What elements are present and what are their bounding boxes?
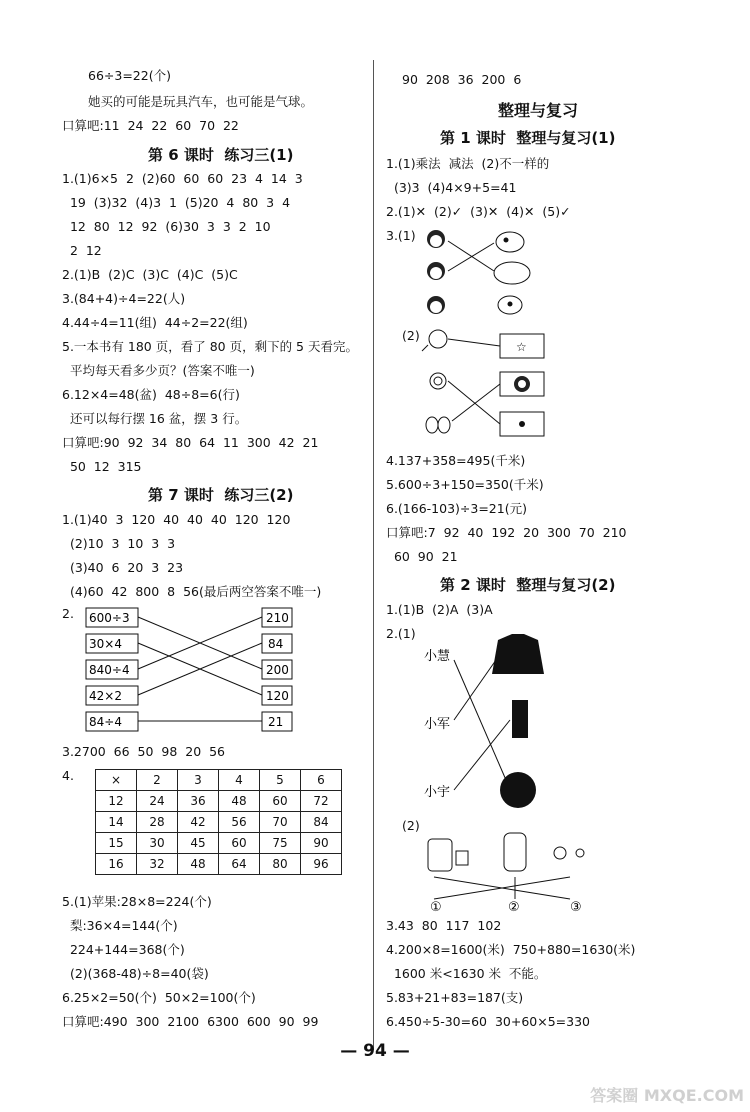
thermos-icon — [504, 833, 526, 871]
cup-icon — [456, 851, 468, 865]
lesson7-title: 第 7 课时 练习三(2) — [148, 486, 294, 504]
kettle-icon — [428, 839, 452, 871]
match-lines — [448, 339, 500, 424]
text-line: 平均每天看多少页？(答案不唯一) — [62, 363, 255, 378]
text-line: 1.(1)乘法 减法 (2)不一样的 — [386, 156, 550, 171]
text-line: (3)40 6 20 3 23 — [62, 560, 184, 575]
text-line: 2.(1)B (2)C (3)C (4)C (5)C — [62, 267, 238, 282]
text-line: (2)(368-48)÷8=40(袋) — [62, 966, 209, 981]
jacket-icon — [512, 700, 528, 738]
text-line: 口算吧:11 24 22 60 70 22 — [62, 118, 239, 133]
pig-icon — [494, 262, 530, 284]
text-line: 还可以每行摆 16 盆，摆 3 行。 — [62, 411, 248, 426]
match-left-label: 84÷4 — [89, 715, 122, 729]
match-lines — [138, 617, 262, 721]
text-line: 1600 米<1630 米 不能。 — [386, 966, 547, 981]
text-line: 2.(1) — [386, 626, 416, 641]
person-label: 小军 — [424, 717, 451, 732]
text-line: 3.(1) — [386, 228, 416, 243]
lid-icon — [554, 847, 566, 859]
person-label: 小慧 — [424, 649, 451, 664]
question-number: 4. — [62, 768, 74, 783]
clothes-matching-figure — [420, 630, 560, 825]
text-line: 4.200×8=1600(米) 750+880=1630(米) — [386, 942, 636, 957]
text-line: 口算吧:490 300 2100 6300 600 90 99 — [62, 1014, 319, 1029]
text-line: (2)10 3 10 3 3 — [62, 536, 176, 551]
match-right-label: 21 — [268, 715, 284, 729]
text-line: 66÷3=22(个) — [88, 68, 171, 83]
text-line: 6.(166-103)÷3=21(元) — [386, 501, 527, 516]
circled-number: ① — [430, 900, 442, 915]
matching-diagram — [80, 604, 300, 736]
question-part: (2) — [402, 818, 420, 833]
multiplication-table: × 2 3 4 5 6 12 24 36 48 60 72 14 28 42 56 70 84 15 30 45 60 75 90 16 32 48 64 80 96 — [95, 769, 342, 875]
text-line: 6.25×2=50(个) 50×2=100(个) — [62, 990, 256, 1005]
text-line: 2 12 — [62, 243, 102, 258]
kettle-figure — [420, 825, 600, 915]
match-left-label: 840÷4 — [89, 663, 130, 677]
star-icon: ☆ — [516, 340, 527, 354]
text-line: 60 90 21 — [386, 549, 458, 564]
text-line: 5.(1)苹果:28×8=224(个) — [62, 894, 212, 909]
text-line: 梨:36×4=144(个) — [62, 918, 178, 933]
bird-icon — [422, 330, 447, 351]
text-line: 3.2700 66 50 98 20 56 — [62, 744, 226, 759]
text-line: 90 208 36 200 6 — [402, 72, 522, 87]
match-right-label: 84 — [268, 637, 284, 651]
text-line: 口算吧:7 92 40 192 20 300 70 210 — [386, 525, 627, 540]
match-lines — [448, 241, 494, 271]
text-line: 2.(1)✕ (2)✓ (3)✕ (4)✕ (5)✓ — [386, 204, 571, 219]
watermark: 答案圈 MXQE.COM — [590, 1086, 744, 1105]
text-line: (4)60 42 800 8 56(最后两空答案不唯一) — [62, 584, 322, 599]
text-line: 6.12×4=48(盆) 48÷8=6(行) — [62, 387, 240, 402]
match-left-label: 30×4 — [89, 637, 122, 651]
text-line: 12 80 12 92 (6)30 3 3 2 10 — [62, 219, 271, 234]
match-figure-1 — [420, 225, 560, 325]
pig-small-icon — [498, 296, 522, 314]
shirt-icon — [492, 634, 544, 674]
person-label: 小宇 — [424, 785, 451, 800]
text-line: 3.(84+4)÷4=22(人) — [62, 291, 186, 306]
question-number: 2. — [62, 606, 74, 621]
question-part: (2) — [402, 328, 420, 343]
child-icon — [427, 230, 445, 248]
match-figure-2 — [420, 325, 560, 445]
review1-title: 第 1 课时 整理与复习(1) — [440, 129, 616, 147]
butterfly-icon — [426, 417, 450, 433]
text-line: 50 12 315 — [62, 459, 142, 474]
page-number: — 94 — — [340, 1041, 410, 1061]
text-line: 224+144=368(个) — [62, 942, 185, 957]
match-right-label: 200 — [266, 663, 289, 677]
dot-icon — [519, 421, 525, 427]
text-line: 19 (3)32 (4)3 1 (5)20 4 80 3 4 — [62, 195, 291, 210]
match-right-label: 210 — [266, 611, 289, 625]
text-line: 她买的可能是玩具汽车，也可能是气球。 — [88, 94, 314, 109]
text-line: (3)3 (4)4×9+5=41 — [386, 180, 517, 195]
match-lines — [454, 660, 510, 790]
circled-number: ③ — [570, 900, 582, 915]
lid-small-icon — [576, 849, 584, 857]
section-title: 整理与复习 — [498, 101, 579, 120]
text-line: 1.(1)6×5 2 (2)60 60 60 23 4 14 3 — [62, 171, 303, 186]
text-line: 4.44÷4=11(组) 44÷2=22(组) — [62, 315, 248, 330]
snail-icon — [430, 373, 446, 389]
text-line: 5.一本书有 180 页，看了 80 页，剩下的 5 天看完。 — [62, 339, 358, 354]
text-line: 4.137+358=495(千米) — [386, 453, 526, 468]
match-lines — [434, 877, 570, 899]
text-line: 1.(1)40 3 120 40 40 40 120 120 — [62, 512, 291, 527]
match-left-label: 42×2 — [89, 689, 122, 703]
match-right-label: 120 — [266, 689, 289, 703]
column-divider — [373, 60, 374, 1050]
review2-title: 第 2 课时 整理与复习(2) — [440, 576, 616, 594]
lesson6-title: 第 6 课时 练习三(1) — [148, 146, 294, 164]
text-line: 5.600÷3+150=350(千米) — [386, 477, 544, 492]
text-line: 6.450÷5-30=60 30+60×5=330 — [386, 1014, 590, 1029]
text-line: 3.43 80 117 102 — [386, 918, 502, 933]
child-icon — [427, 296, 445, 314]
text-line: 1.(1)B (2)A (3)A — [386, 602, 493, 617]
piggy-bank-icon — [496, 232, 524, 252]
child-icon — [427, 262, 445, 280]
match-left-label: 600÷3 — [89, 611, 130, 625]
text-line: 5.83+21+83=187(支) — [386, 990, 524, 1005]
text-line: 口算吧:90 92 34 80 64 11 300 42 21 — [62, 435, 319, 450]
circled-number: ② — [508, 900, 520, 915]
